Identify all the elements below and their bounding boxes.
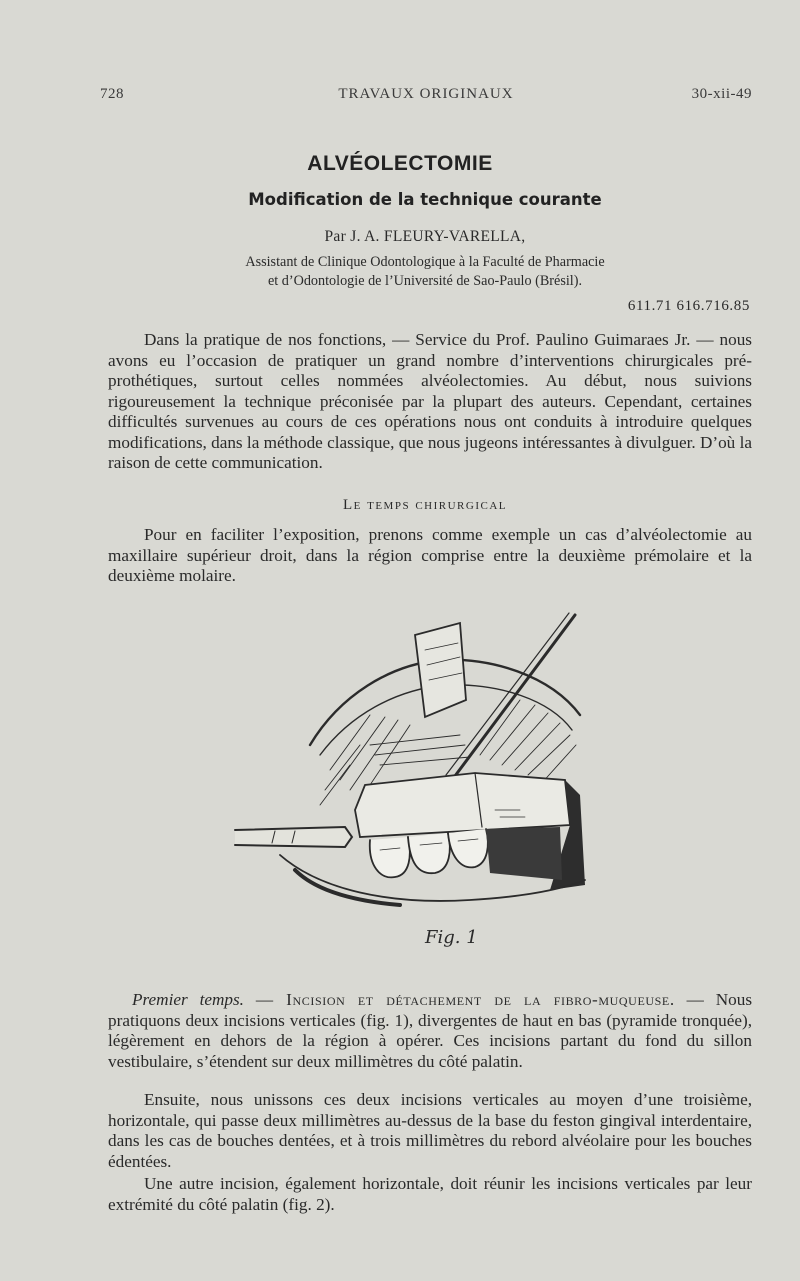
surgical-illustration [220,605,600,960]
article-subtitle: Modification de la technique courante [248,190,602,209]
issue-date: 30-xii-49 [691,86,752,102]
figure-1 [220,605,600,960]
step-one-lead: Premier temps. [132,990,244,1009]
affiliation-line-2: et d’Odontologie de l’Université de Sao-Paulo (Brésil). [267,272,583,289]
palatal-incision-paragraph: Une autre incision, également horizontale, doit réunir les incisions verticales par leur extrémité du côté palatin (fig. 2). [108,1174,752,1214]
page-number: 728 [100,86,124,102]
step-one-text: — Nous pratiquons deux incisions verticales (fig. 1), divergentes de haut en bas (pyramide tronquée), légèrement en dehors de la région à opérer. Ces incisions partant du fond du sillon vestibulaire, s’étendent sur deux millimètres du côté palatin. [108,990,753,1071]
author-affiliation [0,253,800,290]
step-one-heading: — Incision et détachement de la fibro-muqueuse. [255,990,675,1009]
classification-code: 611.71 616.716.85 [627,298,750,314]
horizontal-incision-paragraph: Ensuite, nous unissons ces deux incisions verticales au moyen d’une troisième, horizontale, qui passe deux millimètres au-dessus de la base du feston gingival interdentaire, dans les cas de bouches dentées, et à trois millimètres du rebord alvéolaire pour les bouches édentées. [108,1090,752,1171]
step-one-paragraph [108,990,752,1072]
affiliation-line-1: Assistant de Clinique Odontologique à la Faculté de Pharmacie [245,254,605,270]
section-heading: Le temps chirurgical [342,497,507,513]
running-head [100,86,752,108]
figure-label: Fig. 1 [425,927,478,948]
journal-section: TRAVAUX ORIGINAUX [338,86,514,102]
exposition-paragraph: Pour en faciliter l’exposition, prenons comme exemple un cas d’alvéolectomie au maxillaire supérieur droit, dans la région comprise entre la deuxième prémolaire et la deuxième molaire. [108,525,752,585]
intro-paragraph: Dans la pratique de nos fonctions, — Service du Prof. Paulino Guimaraes Jr. — nous avons eu l’occasion de pratiquer un grand nombre d’interventions chirurgicales pré-prothétiques, surtout celles nommées alvéolectomies. Au début, nous suivions rigoureusement la technique préconisée par la plupart des auteurs. Cependant, certaines difficultés survenues au cours de ces opérations nous ont conduits à introduire quelques modifications, dans la méthode classique, que nous jugeons intéressantes à divulguer. D’où la raison de cette communication. [108,330,752,472]
article-title: ALVÉOLECTOMIE [307,152,493,175]
article-author: Par J. A. FLEURY-VARELLA, [324,228,526,245]
